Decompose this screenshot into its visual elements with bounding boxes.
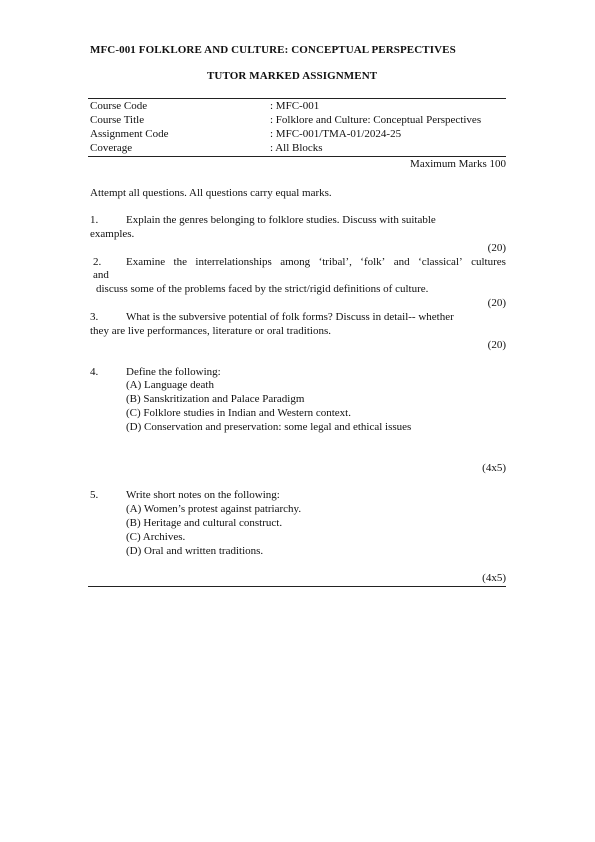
info-divider (88, 156, 506, 157)
question-4-number: 4. (90, 366, 99, 378)
question-3-marks: (20) (487, 339, 506, 351)
assignment-code-label: Assignment Code (90, 128, 169, 140)
top-divider (88, 98, 506, 99)
course-code-label: Course Code (90, 100, 148, 112)
q2-word: ‘tribal’, (318, 256, 352, 268)
question-1-number: 1. (90, 214, 99, 226)
question-2-text-line2: and (93, 269, 109, 281)
q2-word: Examine (126, 256, 166, 268)
course-title-label: Course Title (90, 114, 145, 126)
question-5-lead: Write short notes on the following: (126, 489, 280, 501)
question-1-text-line1: Explain the genres belonging to folklore studies. Discuss with suitable (126, 214, 436, 226)
question-4-item: (D) Conservation and preservation: some legal and ethical issues (126, 421, 412, 433)
coverage-value: : All Blocks (270, 142, 323, 154)
bottom-divider (88, 586, 506, 587)
question-2-marks: (20) (487, 297, 506, 309)
question-5-item: (D) Oral and written traditions. (126, 545, 264, 557)
question-2-text-line3: discuss some of the problems faced by the strict/rigid definitions of culture. (96, 283, 429, 295)
question-4-lead: Define the following: (126, 366, 221, 378)
q2-word: the (173, 256, 187, 268)
q2-word: cultures (471, 256, 506, 268)
question-3-number: 3. (90, 311, 99, 323)
document-subtitle: TUTOR MARKED ASSIGNMENT (207, 70, 378, 82)
question-4-item: (C) Folklore studies in Indian and Western context. (126, 407, 351, 419)
question-5-item: (A) Women’s protest against patriarchy. (126, 503, 302, 515)
question-5-item: (B) Heritage and cultural construct. (126, 517, 283, 529)
course-code-value: : MFC-001 (270, 100, 320, 112)
q2-word: ‘classical’ (418, 256, 463, 268)
question-3-text-line1: What is the subversive potential of folk forms? Discuss in detail-- whether (126, 311, 454, 323)
instructions: Attempt all questions. All questions carry equal marks. (90, 187, 332, 199)
assignment-code-value: : MFC-001/TMA-01/2024-25 (270, 128, 402, 140)
maximum-marks: Maximum Marks 100 (410, 158, 506, 170)
question-4-item: (B) Sanskritization and Palace Paradigm (126, 393, 305, 405)
question-5-number: 5. (90, 489, 99, 501)
question-5-marks: (4x5) (482, 572, 506, 584)
question-1-marks: (20) (487, 242, 506, 254)
question-2-number: 2. (93, 256, 102, 268)
q2-word: among (280, 256, 311, 268)
q2-word: and (393, 256, 410, 268)
question-5-item: (C) Archives. (126, 531, 186, 543)
question-4-marks: (4x5) (482, 462, 506, 474)
question-4-item: (A) Language death (126, 379, 214, 391)
question-1-text-line2: examples. (90, 228, 135, 240)
question-2-text-line1 (126, 256, 506, 268)
coverage-label: Coverage (90, 142, 133, 154)
question-3-text-line2: they are live performances, literature or oral traditions. (90, 325, 331, 337)
course-title-value: : Folklore and Culture: Conceptual Perspectives (270, 114, 482, 126)
document-title: MFC-001 FOLKLORE AND CULTURE: CONCEPTUAL PERSPECTIVES (90, 44, 456, 56)
q2-word: ‘folk’ (360, 256, 386, 268)
q2-word: interrelationships (195, 256, 272, 268)
